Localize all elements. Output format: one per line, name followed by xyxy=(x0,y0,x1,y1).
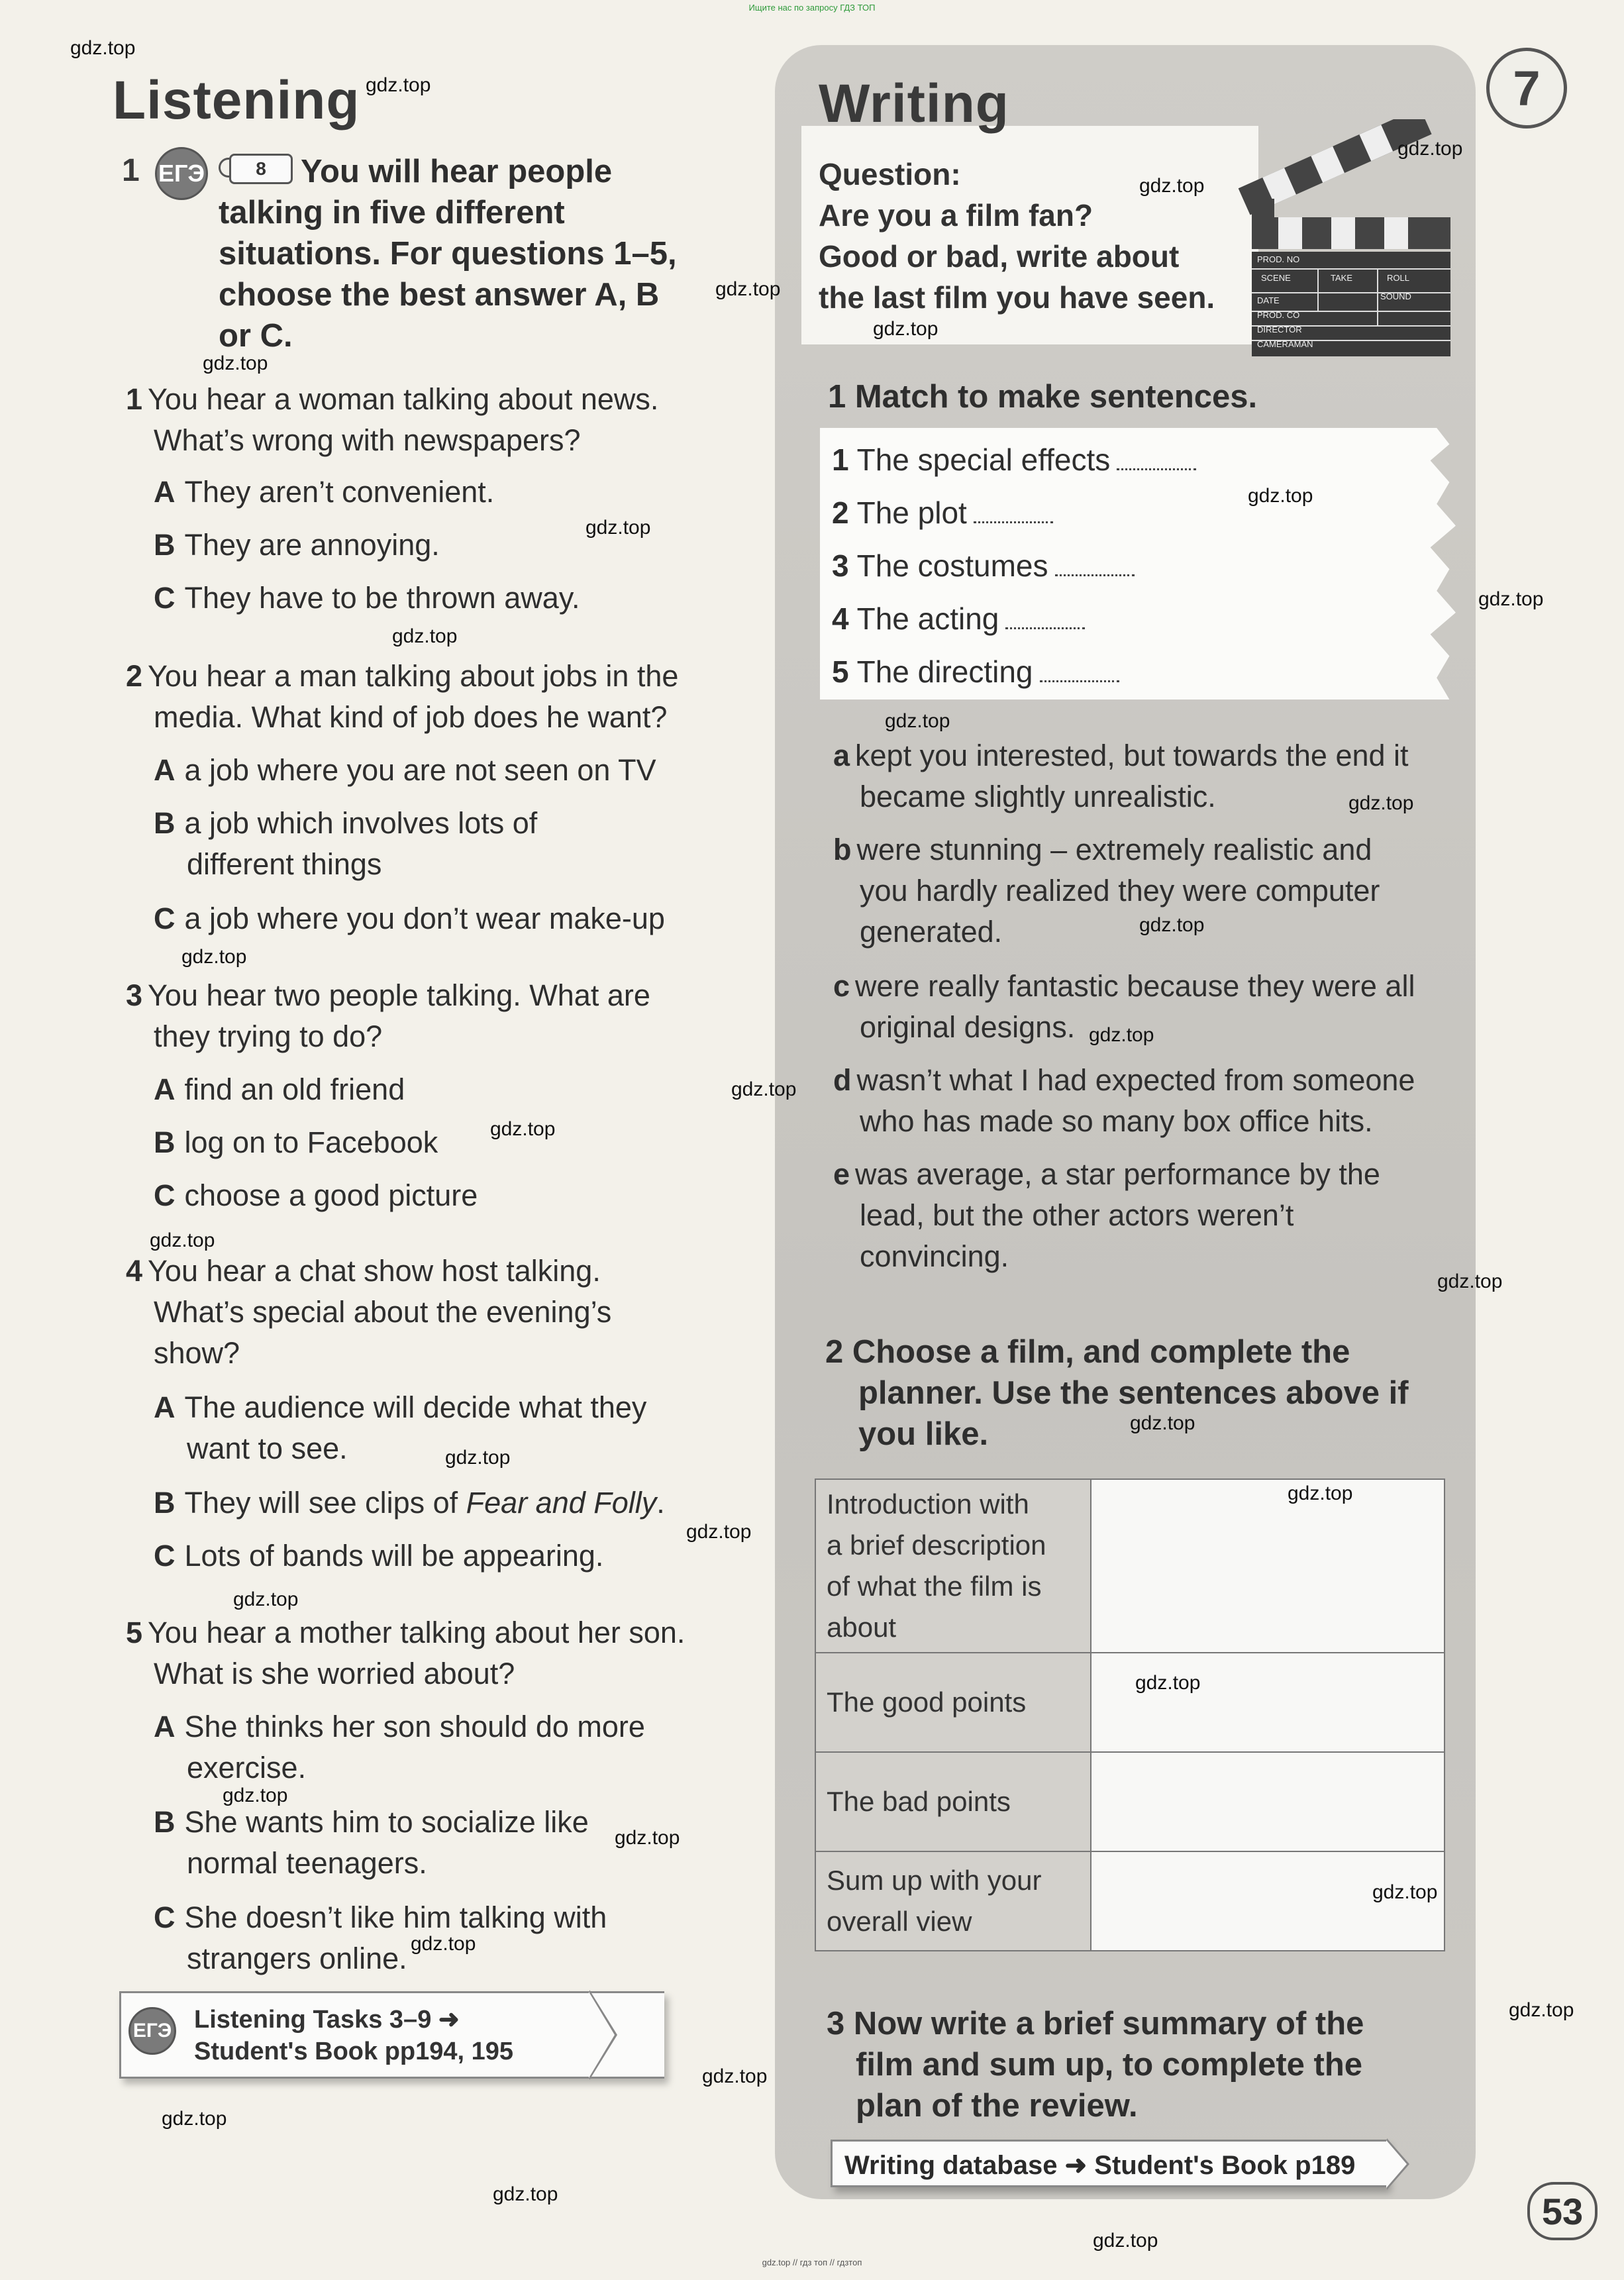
watermark: gdz.top xyxy=(702,2065,768,2087)
planner-label: The bad points xyxy=(815,1752,1091,1851)
writing-task1-heading: 1 Match to make sentences. xyxy=(828,379,1258,415)
instruction-line: talking in five different xyxy=(219,195,565,231)
planner-label: The good points xyxy=(815,1653,1091,1752)
watermark: gdz.top xyxy=(392,625,458,647)
watermark: gdz.top xyxy=(1248,485,1313,507)
question-1 xyxy=(126,379,722,461)
writing-task3-heading: 3 Now write a brief summary of the film and sum up, to complete the plan of the review. xyxy=(827,2006,1364,2124)
option-5b[interactable]: B She wants him to socialize like normal teenagers. xyxy=(154,1805,589,1880)
watermark: gdz.top xyxy=(233,1588,299,1610)
question-text: show? xyxy=(154,1336,240,1370)
ending-a: a kept you interested, but towards the end it became slightly unrealistic. xyxy=(833,739,1409,813)
watermark: gdz.top xyxy=(411,1933,476,1955)
watermark: gdz.top xyxy=(203,352,268,374)
question-2 xyxy=(126,656,722,738)
option-1b[interactable]: B They are annoying. xyxy=(154,528,440,562)
instruction-line: situations. For questions 1–5, xyxy=(219,236,677,272)
watermark: gdz.top xyxy=(1093,2230,1158,2252)
instruction-line: or C. xyxy=(219,318,293,354)
ending-b: b were stunning – extremely realistic and you hardly realized they were computer generated. xyxy=(833,833,1380,949)
ending-d: d wasn’t what I had expected from someone who has made so many box office hits. xyxy=(833,1063,1415,1138)
writing-task2-heading: 2 Choose a film, and complete the planner. Use the sentences above if you like. xyxy=(825,1334,1409,1452)
option-2c[interactable]: C a job where you don’t wear make-up xyxy=(154,902,665,935)
question-number: 3 xyxy=(126,978,143,1012)
listening-instruction xyxy=(219,151,748,356)
watermark: gdz.top xyxy=(1509,1999,1574,2021)
watermark: gdz.top xyxy=(1089,1024,1154,1046)
option-4b[interactable]: B They will see clips of Fear and Folly. xyxy=(154,1486,665,1520)
watermark: gdz.top xyxy=(493,2183,558,2205)
review-planner-table xyxy=(815,1478,1445,1951)
watermark: gdz.top xyxy=(181,946,247,968)
writing-title: Writing xyxy=(819,74,1009,134)
question-line: the last film you have seen. xyxy=(819,280,1215,315)
watermark: gdz.top xyxy=(1397,138,1463,160)
reference-arrow-fill xyxy=(1386,2140,1407,2188)
question-number: 2 xyxy=(126,659,143,693)
watermark: gdz.top xyxy=(366,74,431,96)
question-number: 4 xyxy=(126,1254,143,1288)
match-items-list xyxy=(832,433,1428,698)
option-3c[interactable]: C choose a good picture xyxy=(154,1178,478,1212)
question-text: You hear a chat show host talking. xyxy=(148,1254,601,1288)
reference-line: Listening Tasks 3–9 ➜ xyxy=(194,2006,460,2034)
watermark: gdz.top xyxy=(1135,1672,1201,1694)
question-text: You hear a mother talking about her son. xyxy=(148,1616,685,1649)
watermark: gdz.top xyxy=(1139,175,1205,197)
match-item: 1 The special effects xyxy=(832,433,1428,486)
ending-c: c were really fantastic because they were all original designs. xyxy=(833,969,1415,1044)
answer-blank[interactable] xyxy=(1055,574,1135,576)
option-4a[interactable]: A The audience will decide what they want to see. xyxy=(154,1390,647,1465)
question-3 xyxy=(126,975,722,1057)
answer-blank[interactable] xyxy=(1040,680,1119,682)
reference-arrow-fill xyxy=(589,1992,615,2078)
option-1c[interactable]: C They have to be thrown away. xyxy=(154,581,580,615)
watermark: gdz.top xyxy=(490,1118,556,1140)
question-5 xyxy=(126,1612,722,1694)
watermark: gdz.top xyxy=(223,1785,288,1806)
watermark: gdz.top xyxy=(1130,1412,1195,1434)
watermark: gdz.top xyxy=(885,710,950,732)
question-text: What is she worried about? xyxy=(154,1657,515,1690)
question-line: Are you a film fan? xyxy=(819,198,1093,233)
planner-label: Sum up with your overall view xyxy=(815,1851,1091,1951)
option-5a[interactable]: A She thinks her son should do more exercise. xyxy=(154,1710,645,1785)
watermark: gdz.top xyxy=(686,1521,752,1543)
listening-reference-box[interactable] xyxy=(119,1991,664,2079)
answer-blank[interactable] xyxy=(1005,627,1085,629)
track-number-icon: 8 xyxy=(229,154,293,184)
exam-ege-icon: ЕГЭ xyxy=(128,2007,176,2055)
watermark: gdz.top xyxy=(445,1447,511,1469)
watermark: gdz.top xyxy=(150,1229,215,1251)
match-item: 4 The acting xyxy=(832,592,1428,645)
question-number: 5 xyxy=(126,1616,143,1649)
question-text: What’s wrong with newspapers? xyxy=(154,423,581,457)
question-text: they trying to do? xyxy=(154,1019,383,1053)
clapperboard-labels: PROD. NO SCENE TAKE ROLL DATE SOUND PROD. CO DIRECTOR CAMERAMAN xyxy=(1257,254,1411,349)
film-title: Fear and Folly xyxy=(466,1486,657,1520)
question-line: Good or bad, write about xyxy=(819,239,1180,274)
footer-note: gdz.top // гдз топ // гдзтоп xyxy=(762,2257,862,2267)
question-number: 1 xyxy=(126,382,143,416)
planner-input-cell[interactable] xyxy=(1091,1752,1445,1851)
watermark: gdz.top xyxy=(1478,588,1544,610)
writing-reference-box[interactable]: Writing database ➜ Student's Book p189 xyxy=(831,2140,1387,2187)
header-note: Ищите нас по запросу ГДЗ ТОП xyxy=(748,3,876,13)
option-2a[interactable]: A a job where you are not seen on TV xyxy=(154,753,656,787)
watermark: gdz.top xyxy=(731,1078,797,1100)
match-item: 5 The directing xyxy=(832,645,1428,698)
watermark: gdz.top xyxy=(1437,1270,1503,1292)
question-text: You hear two people talking. What are xyxy=(148,978,650,1012)
exam-ege-icon: ЕГЭ xyxy=(155,147,208,200)
answer-blank[interactable] xyxy=(1117,468,1196,470)
listening-title: Listening xyxy=(113,70,360,130)
watermark: gdz.top xyxy=(1139,914,1205,936)
question-text: What’s special about the evening’s xyxy=(154,1295,612,1329)
planner-input-cell[interactable] xyxy=(1091,1653,1445,1752)
unit-number-badge: 7 xyxy=(1486,48,1567,129)
watermark: gdz.top xyxy=(715,278,781,300)
watermark: gdz.top xyxy=(1288,1482,1353,1504)
planner-input-cell[interactable] xyxy=(1091,1479,1445,1653)
option-2b[interactable]: B a job which involves lots of different things xyxy=(154,806,538,881)
question-line: Question: xyxy=(819,157,961,191)
reference-line: Student's Book pp194, 195 xyxy=(194,2038,514,2065)
watermark: gdz.top xyxy=(1372,1881,1438,1903)
planner-label: Introduction with a brief description of what the film is about xyxy=(815,1479,1091,1653)
option-3b[interactable]: B log on to Facebook xyxy=(154,1125,438,1159)
instruction-line: You will hear people xyxy=(301,154,613,189)
match-item: 2 The plot xyxy=(832,486,1428,539)
question-text: You hear a woman talking about news. xyxy=(148,382,659,416)
watermark: gdz.top xyxy=(615,1827,680,1849)
option-1a[interactable]: A They aren’t convenient. xyxy=(154,475,495,509)
watermark: gdz.top xyxy=(585,517,651,539)
question-text: media. What kind of job does he want? xyxy=(154,700,668,734)
match-item: 3 The costumes xyxy=(832,539,1428,592)
instruction-line: choose the best answer A, B xyxy=(219,277,660,313)
watermark: gdz.top xyxy=(162,2108,227,2130)
listening-task-number: 1 xyxy=(122,153,140,188)
answer-blank[interactable] xyxy=(974,521,1053,523)
ending-e: e was average, a star performance by the lead, but the other actors weren’t convincing. xyxy=(833,1157,1380,1273)
question-text: You hear a man talking about jobs in the xyxy=(148,659,679,693)
option-3a[interactable]: A find an old friend xyxy=(154,1072,405,1106)
page-number: 53 xyxy=(1527,2182,1598,2240)
question-4 xyxy=(126,1251,722,1374)
watermark: gdz.top xyxy=(873,318,939,340)
watermark: gdz.top xyxy=(1348,792,1414,814)
option-5c[interactable]: C She doesn’t like him talking with strangers online. xyxy=(154,1900,607,1975)
option-4c[interactable]: C Lots of bands will be appearing. xyxy=(154,1539,604,1573)
watermark: gdz.top xyxy=(70,37,136,59)
